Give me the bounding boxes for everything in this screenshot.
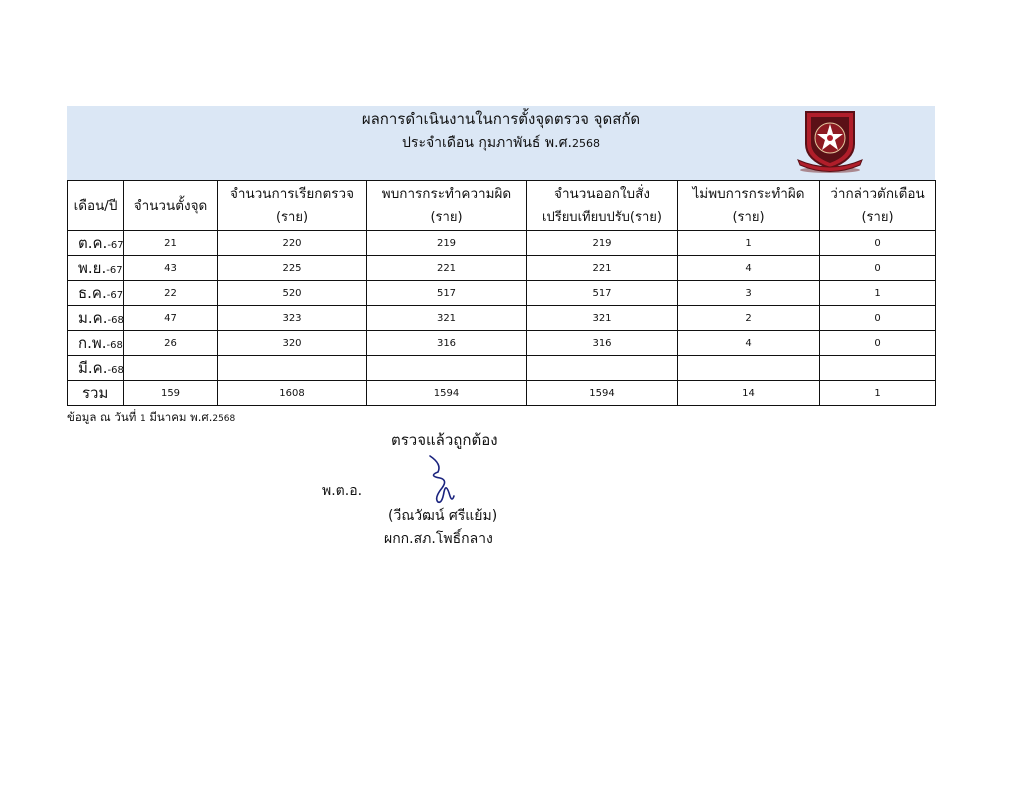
row-warnings: 0	[820, 306, 936, 331]
row-checked: 323	[218, 306, 367, 331]
row-no-offense: 3	[678, 281, 820, 306]
total-no-offense: 14	[678, 381, 820, 406]
table-row	[68, 306, 936, 331]
row-points: 26	[124, 331, 218, 356]
row-points: 22	[124, 281, 218, 306]
results-table	[67, 180, 936, 406]
row-offenses: 221	[367, 256, 527, 281]
report-title: ผลการดำเนินงานในการตั้งจุดตรวจ จุดสกัด	[361, 110, 641, 128]
col-month: เดือน/ปี	[68, 181, 124, 231]
col-tickets: จำนวนออกใบสั่ง เปรียบเทียบปรับ(ราย)	[527, 181, 678, 231]
row-tickets: 221	[527, 256, 678, 281]
row-checked: 520	[218, 281, 367, 306]
row-no-offense	[678, 356, 820, 381]
row-offenses: 219	[367, 231, 527, 256]
row-offenses	[367, 356, 527, 381]
row-no-offense: 2	[678, 306, 820, 331]
col-warnings: ว่ากล่าวตักเตือน (ราย)	[820, 181, 936, 231]
report-header	[67, 106, 935, 180]
row-month: พ.ย.-67	[68, 256, 124, 281]
table-row	[68, 331, 936, 356]
row-warnings: 0	[820, 331, 936, 356]
row-points	[124, 356, 218, 381]
subtitle-year: 2568	[571, 137, 600, 150]
table-row	[68, 281, 936, 306]
row-month: ธ.ค.-67	[68, 281, 124, 306]
signer-rank: พ.ต.อ.	[322, 483, 363, 499]
row-warnings: 0	[820, 231, 936, 256]
row-points: 21	[124, 231, 218, 256]
row-no-offense: 4	[678, 256, 820, 281]
row-checked: 320	[218, 331, 367, 356]
table-row	[68, 256, 936, 281]
row-offenses: 517	[367, 281, 527, 306]
row-tickets	[527, 356, 678, 381]
row-no-offense: 4	[678, 331, 820, 356]
subtitle-prefix: ประจำเดือน กุมภาพันธ์ พ.ศ.	[402, 135, 572, 151]
row-offenses: 321	[367, 306, 527, 331]
col-points: จำนวนตั้งจุด	[124, 181, 218, 231]
row-warnings: 0	[820, 256, 936, 281]
row-warnings	[820, 356, 936, 381]
signer-position: ผกก.สภ.โพธิ์กลาง	[384, 531, 493, 547]
verified-text: ตรวจแล้วถูกต้อง	[391, 431, 498, 449]
row-tickets: 517	[527, 281, 678, 306]
col-no-offense: ไม่พบการกระทำผิด (ราย)	[678, 181, 820, 231]
table-header-row	[68, 181, 936, 231]
row-checked: 225	[218, 256, 367, 281]
col-offenses: พบการกระทำความผิด (ราย)	[367, 181, 527, 231]
emblem-logo	[794, 108, 866, 174]
row-tickets: 316	[527, 331, 678, 356]
row-month: ก.พ.-68	[68, 331, 124, 356]
row-checked	[218, 356, 367, 381]
row-checked: 220	[218, 231, 367, 256]
data-date-note: ข้อมูล ณ วันที่ 1 มีนาคม พ.ศ.2568	[67, 410, 236, 424]
signer-name: (วีณวัฒน์ ศรีแย้ม)	[388, 508, 498, 524]
table-row	[68, 231, 936, 256]
total-offenses: 1594	[367, 381, 527, 406]
row-month: มี.ค.-68	[68, 356, 124, 381]
total-row	[68, 381, 936, 406]
col-checked: จำนวนการเรียกตรวจ (ราย)	[218, 181, 367, 231]
row-points: 43	[124, 256, 218, 281]
row-no-offense: 1	[678, 231, 820, 256]
total-checked: 1608	[218, 381, 367, 406]
row-tickets: 219	[527, 231, 678, 256]
row-offenses: 316	[367, 331, 527, 356]
total-tickets: 1594	[527, 381, 678, 406]
total-warnings: 1	[820, 381, 936, 406]
row-points: 47	[124, 306, 218, 331]
row-warnings: 1	[820, 281, 936, 306]
row-tickets: 321	[527, 306, 678, 331]
total-label: รวม	[68, 381, 124, 406]
row-month: ต.ค.-67	[68, 231, 124, 256]
row-month: ม.ค.-68	[68, 306, 124, 331]
handwritten-signature	[424, 452, 458, 506]
table-row	[68, 356, 936, 381]
total-points: 159	[124, 381, 218, 406]
